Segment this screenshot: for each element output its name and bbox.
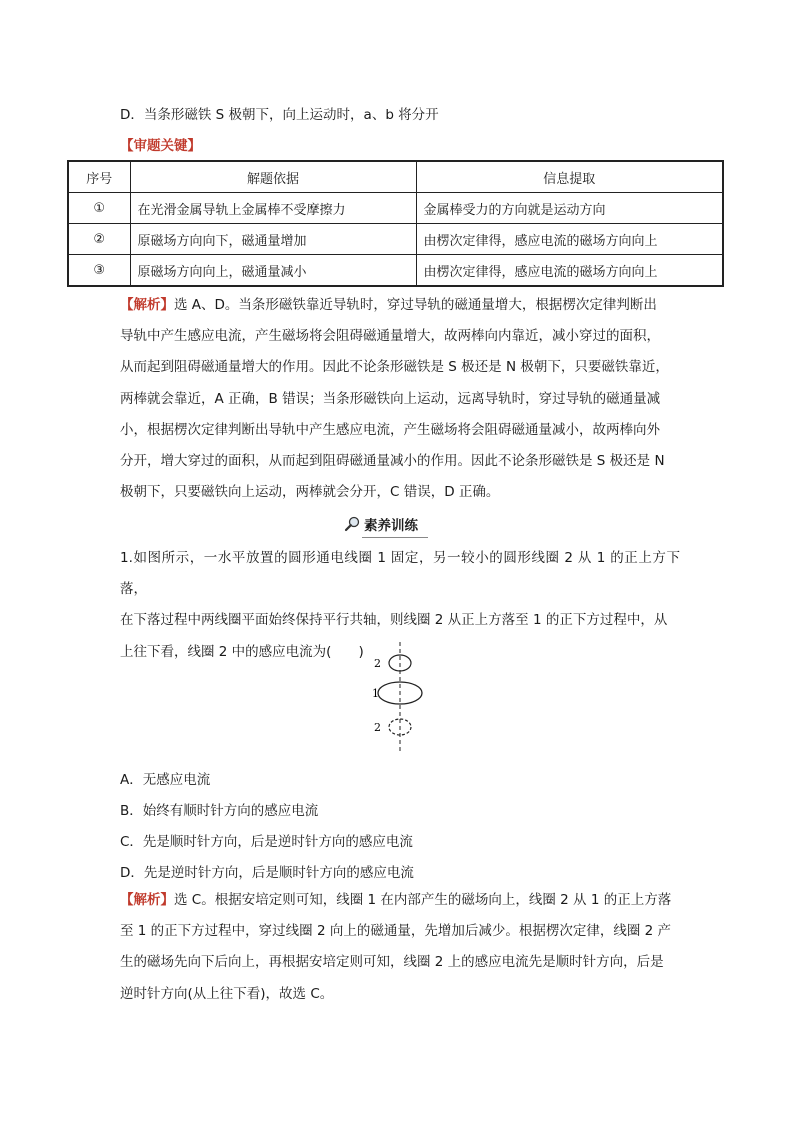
analysis-line: 【解析】选 C。根据安培定则可知，线圈 1 在内部产生的磁场向上，线圈 2 从 1 的正上方落 bbox=[120, 892, 672, 908]
analysis-2 bbox=[120, 885, 680, 1010]
option-d-previous: D．当条形磁铁 S 极朝下，向上运动时，a、b 将分开 bbox=[120, 107, 439, 123]
header-info: 信息提取 bbox=[416, 161, 723, 193]
analysis-line: 【解析】选 A、D。当条形磁铁靠近导轨时，穿过导轨的磁通量增大，根据楞次定律判断出 bbox=[120, 297, 657, 313]
row-index: ② bbox=[68, 224, 130, 255]
key-table bbox=[67, 160, 724, 287]
analysis-line: 生的磁场先向下后向上，再根据安培定则可知，线圈 2 上的感应电流先是顺时针方向，后是 bbox=[120, 954, 664, 971]
analysis-line: 至 1 的正下方过程中，穿过线圈 2 向上的磁通量，先增加后减少。根据楞次定律，线圈 2 产 bbox=[120, 923, 672, 940]
label-coil-2-bottom: 2 bbox=[374, 721, 381, 734]
option-d: D．先是逆时针方向，后是顺时针方向的感应电流 bbox=[120, 865, 414, 881]
table-row bbox=[68, 224, 723, 255]
table-row bbox=[68, 255, 723, 287]
question-line: 1.如图所示，一水平放置的圆形通电线圈 1 固定，另一较小的圆形线圈 2 从 1 的正上方下落， bbox=[120, 550, 680, 598]
row-basis: 原磁场方向向上，磁通量减小 bbox=[130, 255, 416, 287]
analysis-line: 小，根据楞次定律判断出导轨中产生感应电流，产生磁场将会阻碍磁通量减小，故两棒向外 bbox=[120, 421, 660, 438]
question-line: 上往下看，线圈 2 中的感应电流为( ) bbox=[120, 643, 364, 660]
analysis-1 bbox=[120, 290, 680, 508]
analysis-label: 【解析】 bbox=[120, 297, 174, 313]
row-info: 由楞次定律得，感应电流的磁场方向向上 bbox=[416, 255, 723, 287]
question-line: 在下落过程中两线圈平面始终保持平行共轴，则线圈 2 从正上方落至 1 的正下方过程中，从 bbox=[120, 612, 668, 629]
analysis-line: 极朝下，只要磁铁向上运动，两棒就会分开，C 错误，D 正确。 bbox=[120, 484, 500, 501]
key-heading: 【审题关键】 bbox=[120, 138, 201, 154]
magnifier-icon bbox=[344, 516, 360, 532]
analysis-line: 导轨中产生感应电流，产生磁场将会阻碍磁通量增大，故两棒向内靠近，减小穿过的面积， bbox=[120, 328, 660, 345]
label-coil-2-top: 2 bbox=[374, 657, 381, 670]
row-index: ① bbox=[68, 193, 130, 224]
table-row bbox=[68, 193, 723, 224]
analysis-label: 【解析】 bbox=[120, 892, 174, 908]
row-info: 金属棒受力的方向就是运动方向 bbox=[416, 193, 723, 224]
analysis-line: 两棒就会靠近，A 正确，B 错误；当条形磁铁向上运动，远离导轨时，穿过导轨的磁通量减 bbox=[120, 390, 661, 407]
coil-figure bbox=[360, 640, 440, 756]
option-b: B．始终有顺时针方向的感应电流 bbox=[120, 803, 319, 819]
section-title bbox=[344, 514, 418, 534]
row-info: 由楞次定律得，感应电流的磁场方向向上 bbox=[416, 224, 723, 255]
analysis-line: 逆时针方向(从上往下看)，故选 C。 bbox=[120, 985, 334, 1002]
analysis-line: 分开，增大穿过的面积，从而起到阻碍磁通量减小的作用。因此不论条形磁铁是 S 极还是 N bbox=[120, 453, 665, 470]
table-header-row bbox=[68, 161, 723, 193]
header-index: 序号 bbox=[68, 161, 130, 193]
analysis-line: 从而起到阻碍磁通量增大的作用。因此不论条形磁铁是 S 极还是 N 极朝下，只要磁铁靠近， bbox=[120, 359, 669, 376]
header-basis: 解题依据 bbox=[130, 161, 416, 193]
option-a: A．无感应电流 bbox=[120, 772, 211, 788]
section-title-text: 素养训练 bbox=[364, 518, 418, 534]
section-title-underline bbox=[362, 537, 428, 538]
row-basis: 原磁场方向向下，磁通量增加 bbox=[130, 224, 416, 255]
option-c: C．先是顺时针方向，后是逆时针方向的感应电流 bbox=[120, 834, 413, 850]
label-coil-1: 1 bbox=[372, 687, 379, 700]
row-basis: 在光滑金属导轨上金属棒不受摩擦力 bbox=[130, 193, 416, 224]
row-index: ③ bbox=[68, 255, 130, 287]
